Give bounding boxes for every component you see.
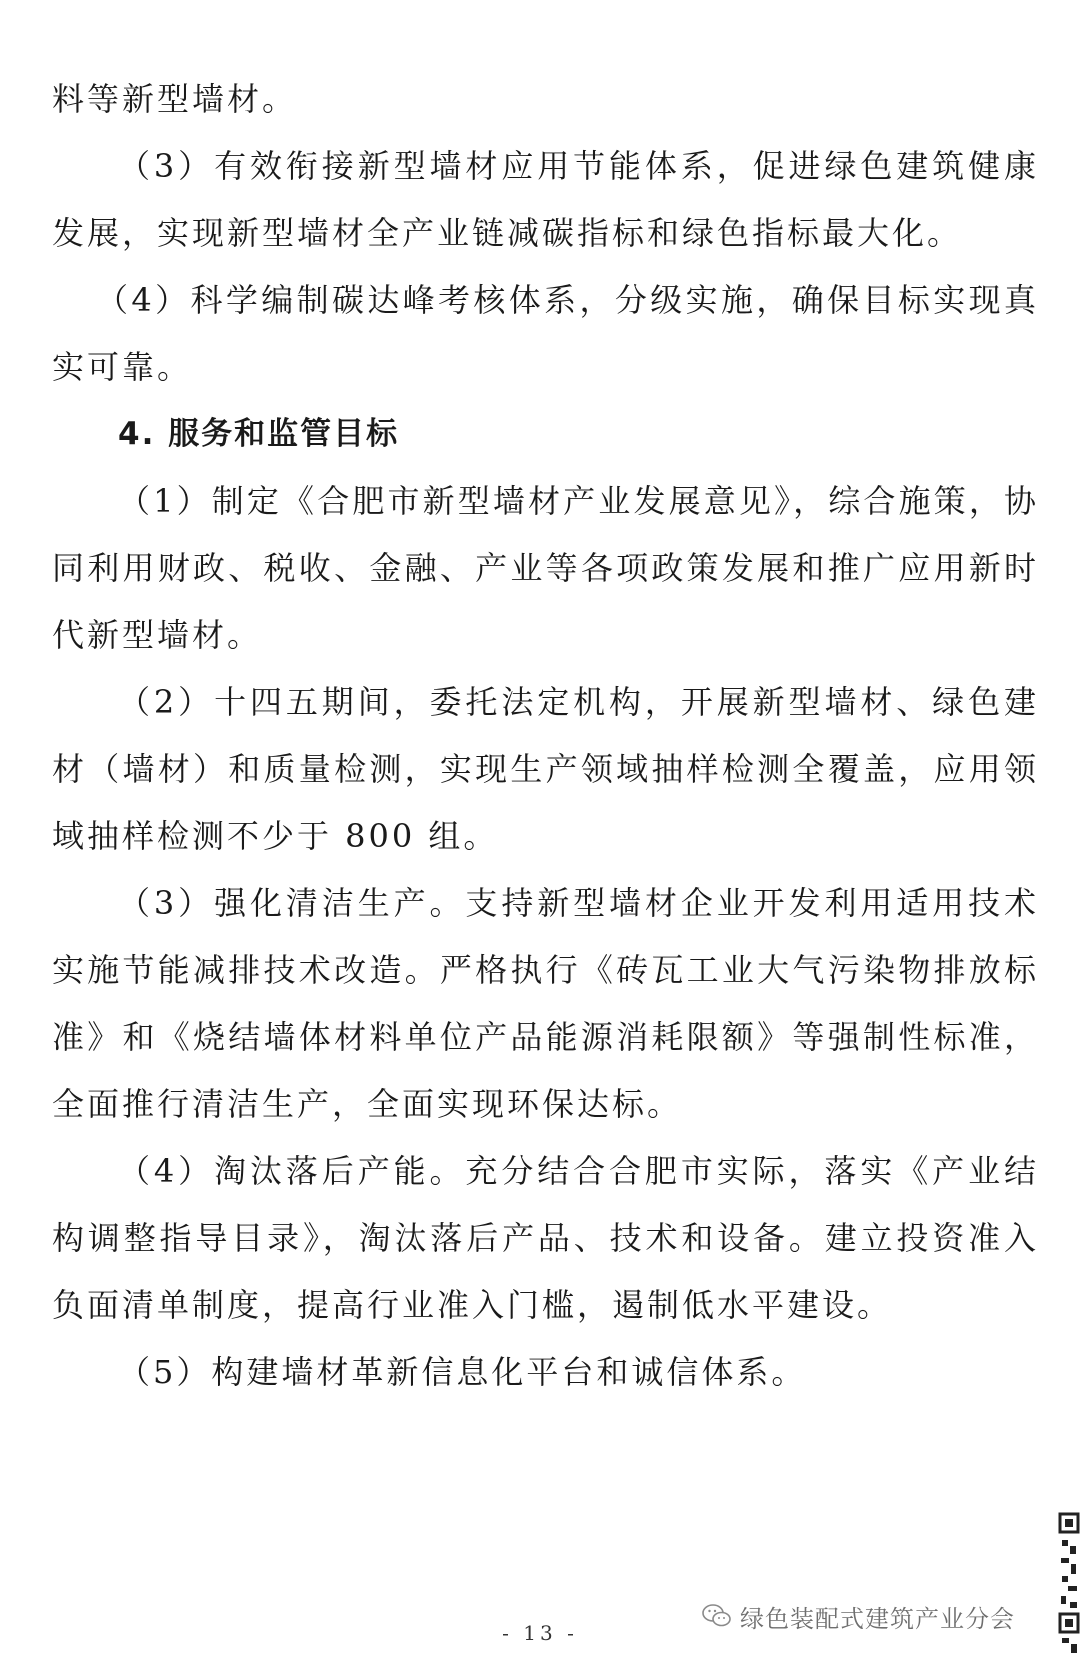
paragraph-continuation: 料等新型墙材。 [52, 80, 298, 118]
section-item-4: （4）淘汰落后产能。充分结合合肥市实际，落实《产业结构调整指导目录》，淘汰落后产品、技术和设备。建立投资准入负面清单制度，提高行业准入门槛，遏制低水平建设。 [52, 1152, 1039, 1324]
section-item-1: （1）制定《合肥市新型墙材产业发展意见》，综合施策，协同利用财政、税收、金融、产业等各项政策发展和推广应用新时代新型墙材。 [52, 482, 1039, 654]
paragraph-item-3: （3）有效衔接新型墙材应用节能体系，促进绿色建筑健康发展，实现新型墙材全产业链减碳指标和绿色指标最大化。 [52, 147, 1039, 252]
paragraph-item-4: （4）科学编制碳达峰考核体系，分级实施，确保目标实现真实可靠。 [52, 281, 1039, 386]
section-item-5: （5）构建墙材革新信息化平台和诚信体系。 [118, 1353, 807, 1391]
section-item-2: （2）十四五期间，委托法定机构，开展新型墙材、绿色建材（墙材）和质量检测，实现生产领域抽样检测全覆盖，应用领域抽样检测不少于 800 组。 [52, 683, 1039, 855]
watermark-text: 绿色装配式建筑产业分会 [740, 1604, 1015, 1633]
qr-code-fragment-icon [1058, 1510, 1080, 1660]
section-heading: 4. 服务和监管目标 [118, 416, 400, 452]
page-number: - 13 - [502, 1621, 578, 1645]
document-body [52, 66, 1039, 1406]
section-item-3: （3）强化清洁生产。支持新型墙材企业开发利用适用技术实施节能减排技术改造。严格执行《砖瓦工业大气污染物排放标准》和《烧结墙体材料单位产品能源消耗限额》等强制性标准，全面推行清洁生产，全面实现环保达标。 [52, 884, 1039, 1123]
